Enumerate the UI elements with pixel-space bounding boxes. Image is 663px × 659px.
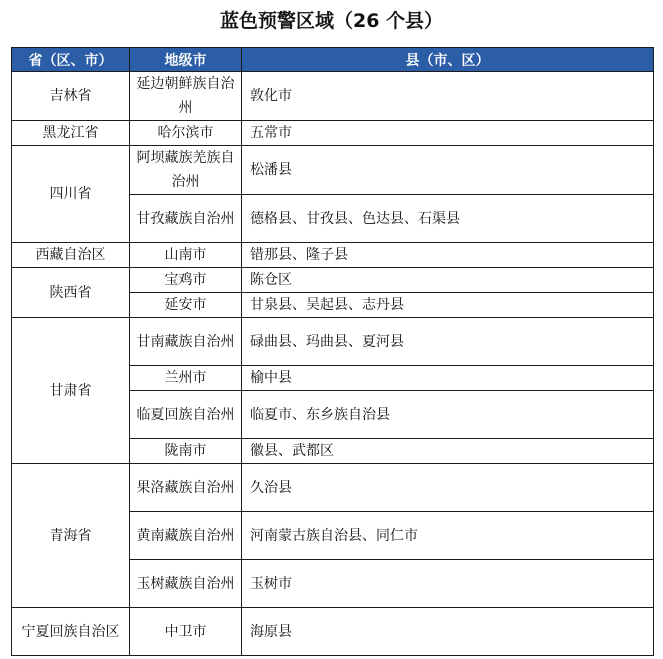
table-header-row: [12, 48, 654, 72]
counties-cell: 五常市: [242, 121, 654, 146]
city-cell: 延安市: [130, 293, 242, 318]
counties-cell: 德格县、甘孜县、色达县、石渠县: [242, 195, 654, 243]
province-cell: 四川省: [12, 146, 130, 243]
city-cell: 阿坝藏族羌族自治州: [130, 146, 242, 195]
counties-cell: 海原县: [242, 608, 654, 656]
counties-cell: 甘泉县、吴起县、志丹县: [242, 293, 654, 318]
counties-cell: 徽县、武都区: [242, 439, 654, 464]
city-cell: 黄南藏族自治州: [130, 512, 242, 560]
counties-cell: 错那县、隆子县: [242, 243, 654, 268]
table-row: [12, 464, 654, 512]
province-cell: 西藏自治区: [12, 243, 130, 268]
counties-cell: 河南蒙古族自治县、同仁市: [242, 512, 654, 560]
header-city: 地级市: [130, 48, 242, 72]
city-cell: 哈尔滨市: [130, 121, 242, 146]
table-row: [12, 318, 654, 366]
city-cell: 甘孜藏族自治州: [130, 195, 242, 243]
table-row: [12, 243, 654, 268]
city-cell: 玉树藏族自治州: [130, 560, 242, 608]
city-cell: 甘南藏族自治州: [130, 318, 242, 366]
city-cell: 陇南市: [130, 439, 242, 464]
city-cell: 中卫市: [130, 608, 242, 656]
counties-cell: 松潘县: [242, 146, 654, 195]
province-cell: 黑龙江省: [12, 121, 130, 146]
counties-cell: 玉树市: [242, 560, 654, 608]
city-cell: 延边朝鲜族自治州: [130, 72, 242, 121]
counties-cell: 榆中县: [242, 366, 654, 391]
city-cell: 宝鸡市: [130, 268, 242, 293]
page-title: 蓝色预警区域（26 个县）: [219, 10, 444, 32]
table-row: [12, 146, 654, 195]
province-cell: 宁夏回族自治区: [12, 608, 130, 656]
header-province: 省（区、市）: [12, 48, 130, 72]
counties-cell: 陈仓区: [242, 268, 654, 293]
province-cell: 甘肃省: [12, 318, 130, 464]
city-cell: 山南市: [130, 243, 242, 268]
city-cell: 兰州市: [130, 366, 242, 391]
counties-cell: 久治县: [242, 464, 654, 512]
warning-region-table: [11, 47, 654, 656]
province-cell: 青海省: [12, 464, 130, 608]
counties-cell: 临夏市、东乡族自治县: [242, 391, 654, 439]
table-row: [12, 268, 654, 293]
province-cell: 陕西省: [12, 268, 130, 318]
table-row: [12, 121, 654, 146]
counties-cell: 敦化市: [242, 72, 654, 121]
province-cell: 吉林省: [12, 72, 130, 121]
table-row: [12, 608, 654, 656]
table-row: [12, 72, 654, 121]
city-cell: 果洛藏族自治州: [130, 464, 242, 512]
city-cell: 临夏回族自治州: [130, 391, 242, 439]
header-counties: 县（市、区）: [242, 48, 654, 72]
counties-cell: 碌曲县、玛曲县、夏河县: [242, 318, 654, 366]
